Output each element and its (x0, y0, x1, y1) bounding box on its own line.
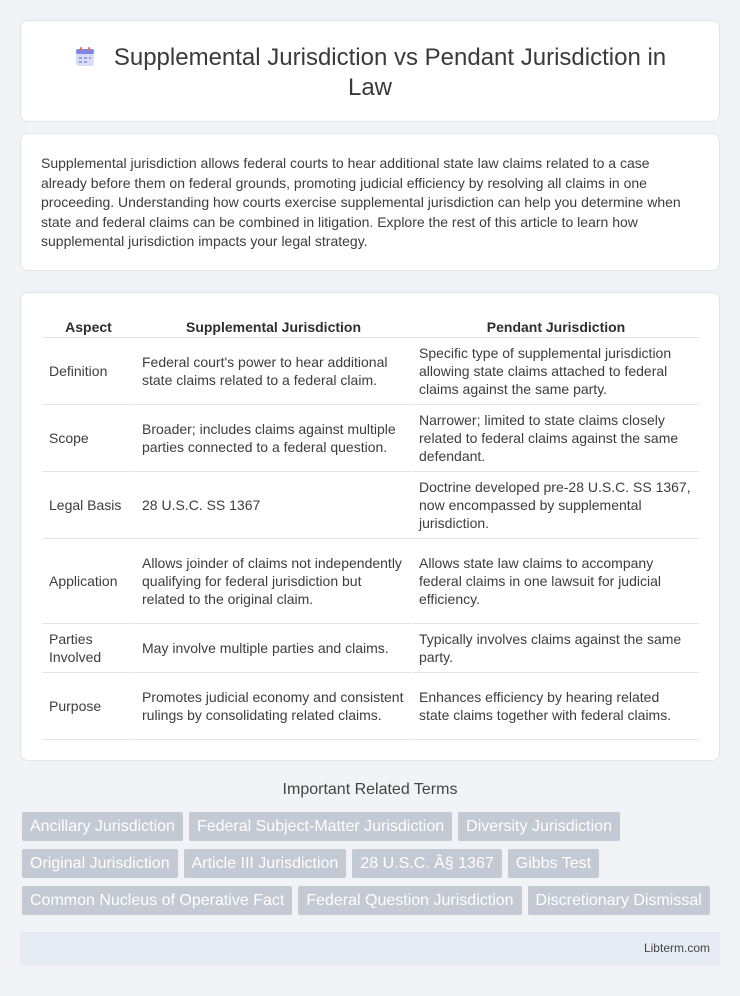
row-supplemental: Allows joinder of claims not independently qualifying for federal jurisdiction but related to the original claim. (134, 539, 411, 624)
row-supplemental: 28 U.S.C. SS 1367 (134, 472, 411, 539)
row-aspect: Scope (43, 405, 134, 472)
related-terms-title: Important Related Terms (282, 781, 458, 798)
row-aspect: Definition (43, 338, 134, 405)
row-supplemental: Broader; includes claims against multiple parties connected to a federal question. (134, 405, 411, 472)
header-pendant: Pendant Jurisdiction (411, 315, 699, 338)
row-pendant: Allows state law claims to accompany federal claims in one lawsuit for judicial efficiency. (411, 539, 699, 624)
row-aspect: Application (43, 539, 134, 624)
table-row (43, 472, 699, 539)
related-term-tag[interactable]: Gibbs Test (508, 849, 599, 878)
calendar-icon (74, 46, 96, 68)
comparison-table (43, 315, 699, 740)
row-pendant: Doctrine developed pre-28 U.S.C. SS 1367, now encompassed by supplemental jurisdiction. (411, 472, 699, 539)
row-pendant: Specific type of supplemental jurisdiction allowing state claims attached to federal claims against the same party. (411, 338, 699, 405)
page-title: Supplemental Jurisdiction vs Pendant Jurisdiction in Law (113, 44, 667, 101)
footer (20, 932, 720, 966)
table-row (43, 624, 699, 673)
table-row (43, 673, 699, 740)
row-pendant: Typically involves claims against the same party. (411, 624, 699, 673)
related-term-tag[interactable]: Common Nucleus of Operative Fact (22, 886, 292, 915)
row-supplemental: May involve multiple parties and claims. (134, 624, 411, 673)
related-term-tag[interactable]: Article III Jurisdiction (184, 849, 347, 878)
header-aspect: Aspect (43, 315, 134, 338)
table-row (43, 539, 699, 624)
intro-card (20, 133, 720, 271)
related-term-tag[interactable]: Discretionary Dismissal (528, 886, 710, 915)
related-term-tag[interactable]: Ancillary Jurisdiction (22, 812, 183, 841)
row-aspect: Purpose (43, 673, 134, 740)
comparison-card (20, 292, 720, 761)
title-card (20, 20, 720, 122)
row-pendant: Narrower; limited to state claims closely related to federal claims against the same defendant. (411, 405, 699, 472)
row-supplemental: Promotes judicial economy and consistent rulings by consolidating related claims. (134, 673, 411, 740)
related-term-tag[interactable]: Diversity Jurisdiction (458, 812, 620, 841)
related-term-tag[interactable]: Original Jurisdiction (22, 849, 178, 878)
table-row (43, 405, 699, 472)
header-supplemental: Supplemental Jurisdiction (134, 315, 411, 338)
row-pendant: Enhances efficiency by hearing related state claims together with federal claims. (411, 673, 699, 740)
intro-text: Supplemental jurisdiction allows federal courts to hear additional state law claims related to a case already before them on federal grounds, promoting judicial efficiency by resolving all claims in one proceeding. Understanding how courts exercise supplemental jurisdiction can help you determine when state and federal claims can be combined in litigation. Explore the rest of this article to learn how supplemental jurisdiction impacts your legal strategy. (41, 155, 681, 249)
related-terms-list (22, 812, 722, 915)
row-supplemental: Federal court's power to hear additional state claims related to a federal claim. (134, 338, 411, 405)
related-term-tag[interactable]: Federal Subject-Matter Jurisdiction (189, 812, 452, 841)
row-aspect: Parties Involved (43, 624, 134, 673)
page-title-wrap (61, 43, 679, 103)
table-row (43, 338, 699, 405)
footer-site-link[interactable]: Libterm.com (643, 941, 710, 955)
related-term-tag[interactable]: Federal Question Jurisdiction (298, 886, 521, 915)
related-term-tag[interactable]: 28 U.S.C. Â§ 1367 (352, 849, 501, 878)
table-header-row (43, 315, 699, 338)
row-aspect: Legal Basis (43, 472, 134, 539)
